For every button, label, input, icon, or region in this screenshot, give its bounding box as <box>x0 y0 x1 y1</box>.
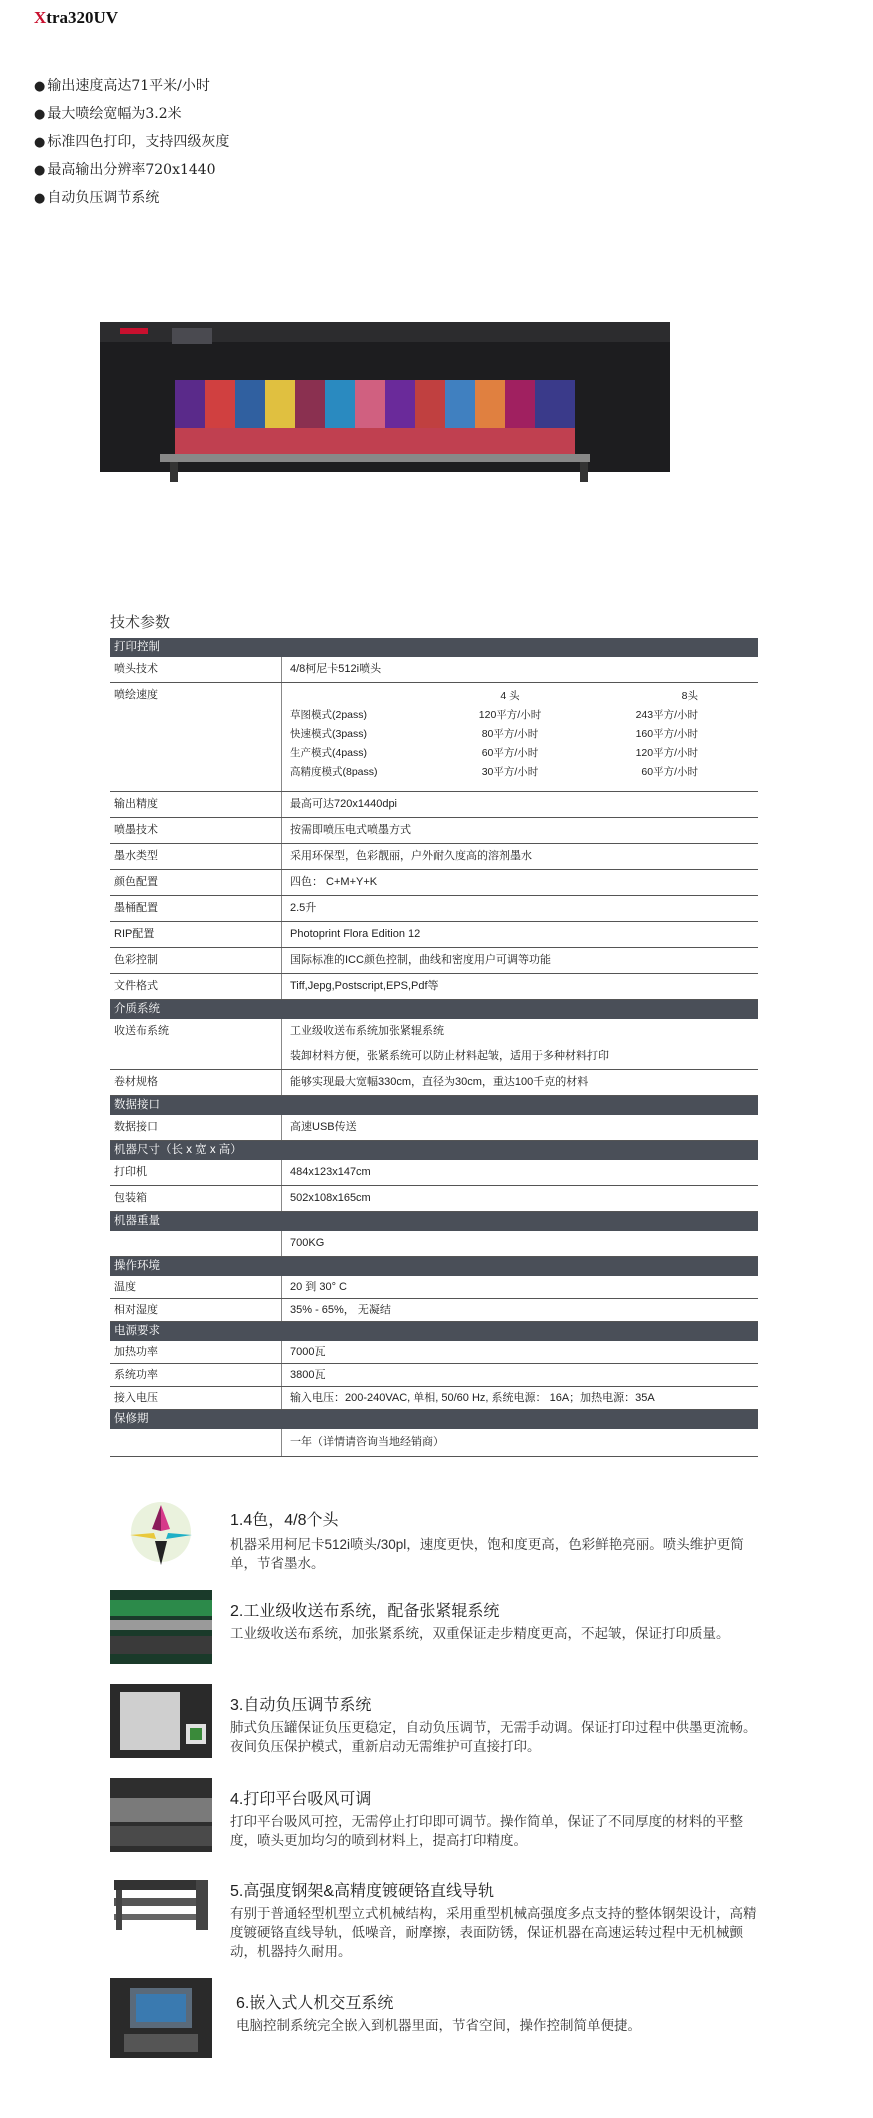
section-header: 电源要求 <box>110 1322 758 1341</box>
feature-2 <box>110 1590 760 1675</box>
printer-image <box>100 322 670 482</box>
feature-5 <box>110 1870 760 1970</box>
section-header: 机器尺寸（长 x 宽 x 高） <box>110 1141 758 1160</box>
feature-description: 电脑控制系统完全嵌入到机器里面，节省空间，操作控制简单便捷。 <box>236 2018 641 2033</box>
section-header: 介质系统 <box>110 1000 758 1019</box>
hmi-system-photo <box>110 1978 212 2058</box>
negative-pressure-photo <box>110 1684 212 1758</box>
feature-title: 2.工业级收送布系统，配备张紧辊系统 <box>230 1603 500 1620</box>
spec-table: 打印控制 喷头技术 4/8柯尼卡512i喷头 喷绘速度 4 头 8头 草图模式(2pass) 120平方/小时 243平方/小时 快速模式(3pass) 80平方/小时 160平方/小时 生产模式(4pass) 60平方/小时 120平方/小时 高精度模式(8pass) 30平方/小时 60平方/小时 输出精度 最高可达720x1440dpi 喷墨技术 按需即喷压电式喷墨方式 墨水类型 采用环保型，色彩靓丽，户外耐久度高的溶剂墨水 颜色配置 四色： C+M+Y+K 墨桶配置 2.5升 RIP配置 Photoprint Flora Edition 12 色彩控制 国际标准的ICC颜色控制，曲线和密度用户可调等功能 文件格式 Tiff,Jepg,Postscript,EPS,Pdf等 介质系统 收送布系统 工业级收送布系统加张紧辊系统 装卸材料方便，张紧系统可以防止材料起皱，适用于多种材料打印 卷材规格 能够实现最大宽幅330cm，直径为30cm，重达100千克的材料 数据接口 数据接口 高速USB传送 机器尺寸（长 x 宽 x 高） 打印机 484x123x147cm 包装箱 502x108x165cm 机器重量 700KG 操作环境 温度 20 到 30° C 相对湿度 35% - 65%， 无凝结 电源要求 加热功率 7000瓦 系统功率 3800瓦 接入电压 输入电压：200-240VAC, 单相, 50/60 Hz, 系统电源： 16A；加热电源：35A 保修期 一年（详情请咨询当地经销商） <box>110 638 758 1457</box>
feature-bullets <box>34 72 229 212</box>
feature-title: 3.自动负压调节系统 <box>230 1697 372 1714</box>
feature-6 <box>110 1978 760 2068</box>
feature-description: 工业级收送布系统，加张紧系统，双重保证走步精度更高，不起皱，保证打印质量。 <box>230 1626 730 1641</box>
section-header: 操作环境 <box>110 1257 758 1276</box>
section-header: 数据接口 <box>110 1096 758 1115</box>
product-title: Xtra320UV <box>34 8 119 27</box>
spec-title: 技术参数 <box>110 614 171 631</box>
feature-title: 6.嵌入式人机交互系统 <box>236 1995 394 2012</box>
bullet-item: ● 标准四色打印，支持四级灰度 <box>34 128 229 156</box>
feed-system-photo <box>110 1590 212 1664</box>
section-header: 机器重量 <box>110 1212 758 1231</box>
feature-description: 打印平台吸风可控，无需停止打印即可调节。操作简单，保证了不同厚度的材料的平整度，喷头更加均匀的喷到材料上，提高打印精度。 <box>230 1814 743 1848</box>
section-header: 保修期 <box>110 1410 758 1429</box>
bullet-item: ● 最高输出分辨率720x1440 <box>34 156 229 184</box>
feature-title: 5.高强度钢架&高精度镀硬铬直线导轨 <box>230 1883 495 1900</box>
feature-3 <box>110 1684 760 1769</box>
feature-title: 1.4色，4/8个头 <box>230 1512 339 1529</box>
ink-color-icon <box>110 1495 212 1569</box>
steel-frame-photo <box>110 1870 212 1944</box>
feature-1 <box>110 1495 760 1585</box>
section-header: 打印控制 <box>110 638 758 657</box>
feature-description: 机器采用柯尼卡512i喷头/30pl，速度更快，饱和度更高，色彩鲜艳亮丽。喷头维护更简单，节省墨水。 <box>230 1537 744 1571</box>
bullet-item: ● 最大喷绘宽幅为3.2米 <box>34 100 229 128</box>
bullet-item: ● 输出速度高达71平米/小时 <box>34 72 229 100</box>
suction-platform-photo <box>110 1778 212 1852</box>
feature-description: 肺式负压罐保证负压更稳定，自动负压调节，无需手动调。保证打印过程中供墨更流畅。夜间负压保护模式，重新启动无需维护可直接打印。 <box>230 1720 757 1754</box>
bullet-item: ● 自动负压调节系统 <box>34 184 229 212</box>
feature-4 <box>110 1778 760 1863</box>
feature-description: 有别于普通轻型机型立式机械结构，采用重型机械高强度多点支持的整体钢架设计，高精度镀硬铬直线导轨，低噪音，耐摩擦，表面防锈，保证机器在高速运转过程中无机械颤动，机器持久耐用。 <box>230 1906 757 1959</box>
feature-title: 4.打印平台吸风可调 <box>230 1791 372 1808</box>
